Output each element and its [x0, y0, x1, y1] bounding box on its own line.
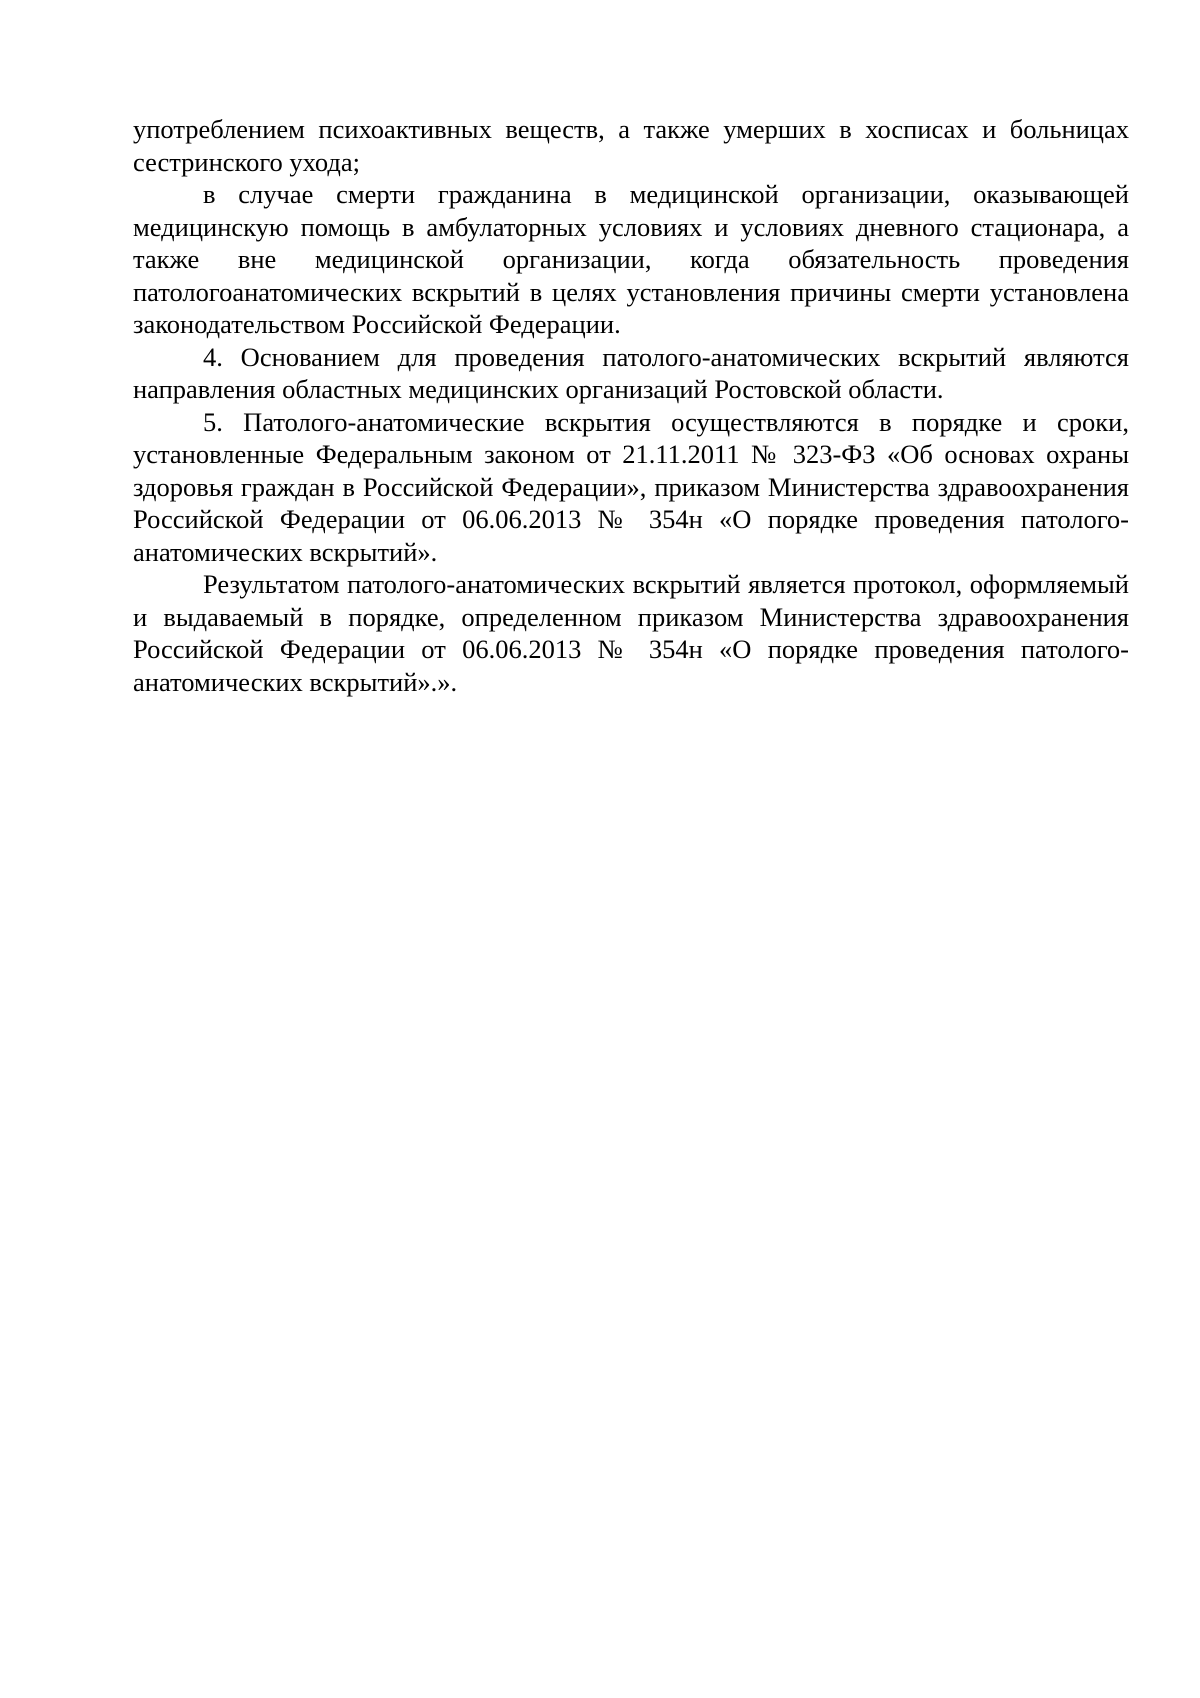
paragraph-case-outpatient-death: в случае смерти гражданина в медицинской организации, оказывающей медицинскую помощь в амбулаторных условиях и условиях дневного стационара, а также вне медицинской организации, когда обязательность проведения патологоанатомических вскрытий в целях установления причины смерти установлена законодательством Российской Федерации.	[133, 179, 1129, 339]
paragraph-clause-5: 5. Патолого-анатомические вскрытия осуществляются в порядке и сроки, установленные Федеральным законом от 21.11.2011 № 323-ФЗ «Об основах охраны здоровья граждан в Российской Федерации», приказом Министерства здравоохранения Российской Федерации от 06.06.2013 № 354н «О порядке проведения патолого-анатомических вскрытий».	[133, 406, 1129, 567]
document-body	[133, 113, 1129, 698]
paragraph-continuation: употреблением психоактивных веществ, а также умерших в хосписах и больницах сестринского ухода;	[133, 114, 1129, 177]
paragraph-clause-4: 4. Основанием для проведения патолого-анатомических вскрытий являются направления областных медицинских организаций Ростовской области.	[133, 341, 1129, 404]
paragraph-result: Результатом патолого-анатомических вскрытий является протокол, оформляемый и выдаваемый в порядке, определенном приказом Министерства здравоохранения Российской Федерации от 06.06.2013 № 354н «О порядке проведения патолого-анатомических вскрытий».».	[133, 569, 1129, 697]
